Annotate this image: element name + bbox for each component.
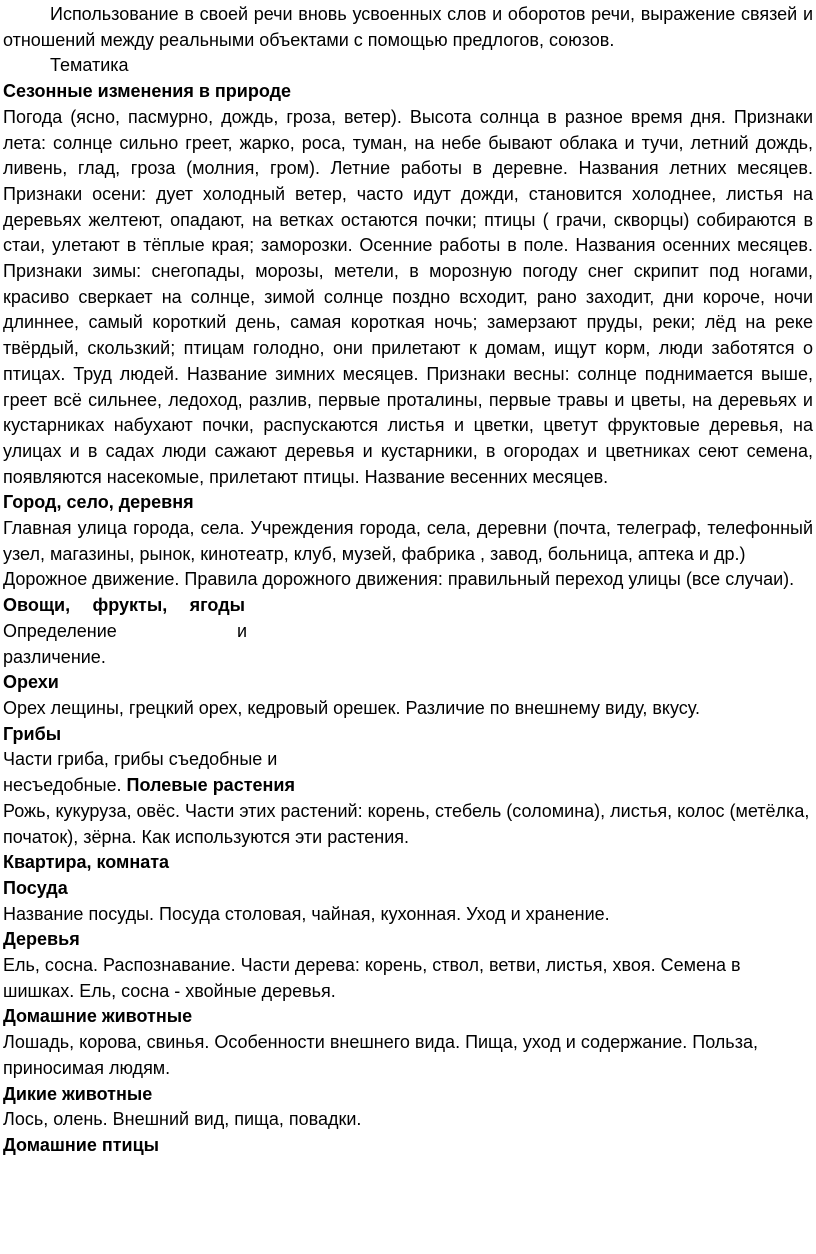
vegetables-text-line-1	[3, 619, 247, 645]
city-text-2: Дорожное движение. Правила дорожного движения: правильный переход улицы (все случаи).	[3, 569, 795, 590]
mushrooms-line	[3, 773, 813, 799]
dishes-heading: Посуда	[3, 877, 68, 898]
trees-heading: Деревья	[3, 929, 80, 950]
poultry-heading: Домашние птицы	[3, 1134, 160, 1155]
trees-text: Ель, сосна. Распознавание. Части дерева: корень, ствол, ветви, листья, хвоя. Семена в шишках. Ель, сосна - хвойные деревья.	[3, 955, 741, 1001]
vegetables-heading-word-2: фрукты,	[92, 595, 168, 616]
vegetables-heading	[3, 593, 245, 619]
tematika-label: Тематика	[50, 55, 129, 76]
apartment-heading: Квартира, комната	[3, 852, 170, 873]
vegetables-heading-word-3: ягоды	[189, 595, 245, 616]
nuts-heading: Орехи	[3, 672, 59, 693]
nuts-text: Орех лещины, грецкий орех, кедровый орешек. Различие по внешнему виду, вкусу.	[3, 697, 701, 718]
vegetables-def-word-1: Определение	[3, 620, 117, 641]
mushrooms-heading: Грибы	[3, 723, 62, 744]
dishes-text: Название посуды. Посуда столовая, чайная, кухонная. Уход и хранение.	[3, 903, 610, 924]
vegetables-text-line-2: различение.	[3, 646, 106, 667]
vegetables-heading-word-1: Овощи,	[3, 595, 71, 616]
wild-animals-heading: Дикие животные	[3, 1083, 153, 1104]
wild-animals-text: Лось, олень. Внешний вид, пища, повадки.	[3, 1109, 362, 1130]
seasons-text: Погода (ясно, пасмурно, дождь, гроза, ветер). Высота солнца в разное время дня. Признаки лета: солнце сильно греет, жарко, роса, туман, на небе бывают облака и тучи, летний дождь, ливень, глад, гроза (молния, гром). Летние работы в деревне. Названия летних месяцев. Признаки осени: дует холодный ветер, часто идут дожди, становится холоднее, листья на деревьях желтеют, опадают, на ветках остаются почки; птицы ( грачи, скворцы) собираются в стаи, улетают в тёплые края; заморозки. Осенние работы в поле. Названия осенних месяцев. Признаки зимы: снегопады, морозы, метели, в морозную погоду снег скрипит под ногами, красиво сверкает на солнце, зимой солнце поздно всходит, рано заходит, дни короче, ночи длиннее, самый короткий день, самая короткая ночь; замерзают пруды, реки; лёд на реке твёрдый, скользкий; птицам голодно, они прилетают к домам, ищут корм, люди заботятся о птицах. Труд людей. Название зимних месяцев. Признаки весны: солнце поднимается выше, греет всё сильнее, ледоход, разлив, первые проталины, первые травы и цветы, на деревьях и кустарниках набухают почки, распускаются листья и цветки, цветут фруктовые деревья, на улицах и в садах люди сажают деревья и кустарники, в огородах и цветниках сеют семена, появляются насекомые, прилетают птицы. Название весенних месяцев.	[3, 106, 813, 487]
document-page	[3, 2, 813, 1159]
domestic-animals-heading: Домашние животные	[3, 1006, 193, 1027]
seasons-heading: Сезонные изменения в природе	[3, 81, 292, 102]
mushrooms-text-2: несъедобные.	[3, 775, 122, 796]
mushrooms-text-1: Части гриба, грибы съедобные и	[3, 749, 278, 770]
city-heading: Город, село, деревня	[3, 492, 194, 513]
field-plants-heading: Полевые растения	[126, 775, 295, 796]
vegetables-def-word-2: и	[236, 620, 247, 641]
city-text-1: Главная улица города, села. Учреждения города, села, деревни (почта, телеграф, телефонный узел, магазины, рынок, кинотеатр, клуб, музей, фабрика , завод, больница, аптека и др.)	[3, 518, 813, 564]
intro-paragraph: Использование в своей речи вновь усвоенных слов и оборотов речи, выражение связей и отношений между реальными объектами с помощью предлогов, союзов.	[3, 4, 813, 50]
domestic-animals-text: Лошадь, корова, свинья. Особенности внешнего вида. Пища, уход и содержание. Польза, приносимая людям.	[3, 1032, 758, 1078]
field-plants-text: Рожь, кукуруза, овёс. Части этих растений: корень, стебель (соломина), листья, колос (метёлка, початок), зёрна. Как используются эти растения.	[3, 800, 810, 847]
